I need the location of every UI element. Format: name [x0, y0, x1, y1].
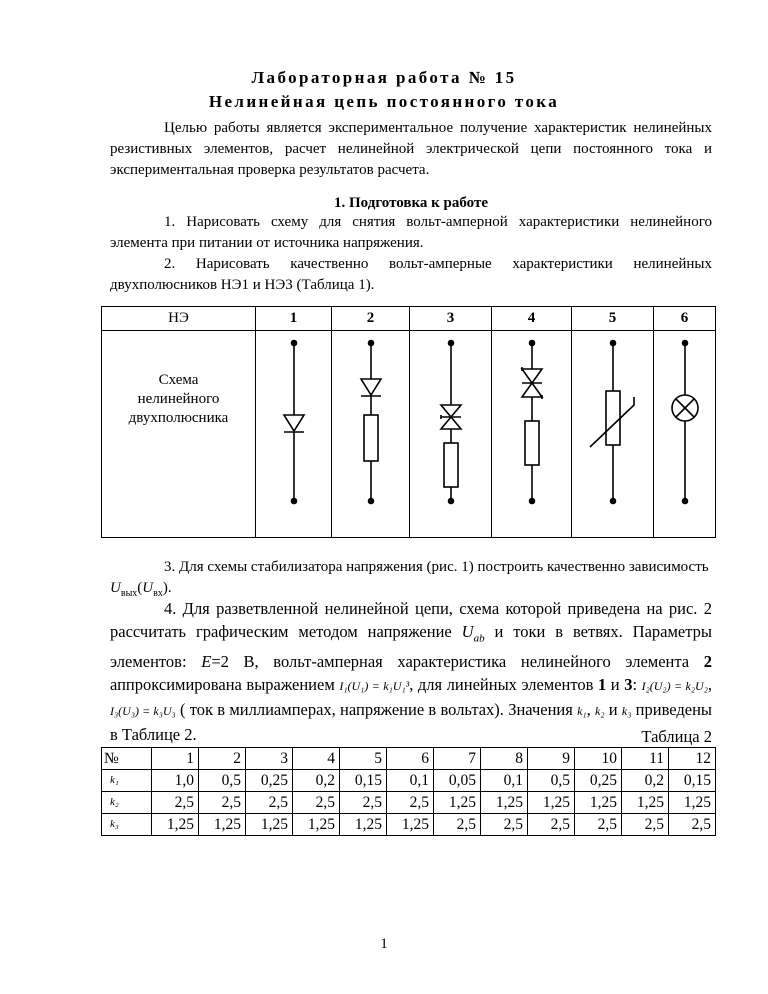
k-cell: 1,25: [387, 814, 434, 836]
k-cell: 1,25: [152, 814, 199, 836]
k-cell: 0,15: [669, 770, 716, 792]
item-2: 2. Нарисовать качественно вольт-амперные характеристики нелинейных двухполюсников НЭ1 и НЭ3 (Таблица 1).: [110, 256, 712, 293]
table-row: [102, 792, 716, 814]
ne-cell-3: [410, 331, 492, 538]
k-header-variant: 12: [669, 748, 716, 770]
k-cell: 2,5: [152, 792, 199, 814]
k1-symbol: k₁: [577, 704, 587, 719]
k-cell: 2,5: [622, 814, 669, 836]
ne-row-label-line: двухполюсника: [128, 410, 229, 426]
item-4-text: :: [632, 675, 642, 695]
uab-symbol: U: [461, 622, 474, 641]
element-3-ref: 3: [624, 675, 633, 695]
ne-row-label-line: нелинейного: [137, 391, 220, 407]
paren: (: [137, 580, 143, 596]
u-in-symbol: U: [142, 580, 154, 596]
item-4-text: ,: [707, 675, 712, 695]
ne-col-2: 2: [332, 307, 410, 331]
item-4-text: и: [604, 700, 622, 720]
k-cell: 1,25: [481, 792, 528, 814]
title-line-2: Нелинейная цепь постоянного тока: [208, 92, 560, 111]
k-header-variant: 2: [199, 748, 246, 770]
table-row: [102, 770, 716, 792]
k-table-body: [102, 748, 716, 836]
element-2-ref: 2: [703, 652, 712, 672]
ne-table-header: [102, 307, 716, 331]
k-cell: 0,1: [481, 770, 528, 792]
item-1: 1. Нарисовать схему для снятия вольт-амперной характеристики нелинейного элемента при питании от источника напряжения.: [110, 214, 712, 251]
ne-col-1: 1: [256, 307, 332, 331]
k3-symbol: k₃: [621, 704, 632, 719]
zener-resistor-icon: [421, 331, 481, 537]
k-header-variant: 8: [481, 748, 528, 770]
k-cell: 1,0: [152, 770, 199, 792]
k-cell: 2,5: [340, 792, 387, 814]
k-cell: 1,25: [669, 792, 716, 814]
ne-header-label: НЭ: [102, 307, 256, 331]
k-cell: 2,5: [246, 792, 293, 814]
k-cell: 2,5: [199, 792, 246, 814]
item-4-text: =2 В, вольт-амперная характеристика нелинейного элемента: [211, 652, 704, 672]
item-4-text: 4. Для разветвленной нелинейной цепи, схема которой приведена на рис. 2 рассчитать графическим методом напряжение: [110, 599, 712, 641]
intro-paragraph: Целью работы является экспериментальное получение характеристик нелинейных резистивных элементов, расчет нелинейной электрической цепи постоянного тока и экспериментальная проверка результатов расчета.: [110, 120, 712, 178]
k-row-label: k₂: [102, 792, 152, 814]
item-4-text: , для линейных элементов: [409, 675, 598, 695]
lamp-icon: [658, 331, 712, 537]
ne-col-6: 6: [654, 307, 716, 331]
k-cell: 2,5: [528, 814, 575, 836]
k-header-variant: 1: [152, 748, 199, 770]
page-number: 1: [380, 936, 388, 952]
ne-row-label-line: Схема: [158, 372, 199, 388]
diode-resistor-icon: [341, 331, 401, 537]
k-header-number-sign: №: [102, 748, 152, 770]
k-cell: 2,5: [434, 814, 481, 836]
ne-row-label: [102, 331, 256, 538]
k-cell: 0,5: [199, 770, 246, 792]
ne-col-5: 5: [572, 307, 654, 331]
k-table: [101, 747, 716, 836]
bidirectional-zener-resistor-icon: [502, 331, 562, 537]
k-cell: 1,25: [434, 792, 481, 814]
u-out-symbol: U: [110, 580, 121, 596]
k-cell: 0,2: [293, 770, 340, 792]
k-cell: 0,15: [340, 770, 387, 792]
item-4-text: ( ток в миллиамперах, напряжение в вольтах). Значения: [175, 700, 578, 720]
paren: ).: [162, 580, 172, 596]
k-header-variant: 9: [528, 748, 575, 770]
k-cell: 1,25: [528, 792, 575, 814]
k-cell: 1,25: [340, 814, 387, 836]
k-cell: 2,5: [575, 814, 622, 836]
k-header-variant: 11: [622, 748, 669, 770]
ne-col-3: 3: [410, 307, 492, 331]
ne-col-4: 4: [492, 307, 572, 331]
k-cell: 1,25: [293, 814, 340, 836]
ne-cell-2: [332, 331, 410, 538]
section-heading: 1. Подготовка к работе: [334, 195, 488, 211]
ne-cell-1: [256, 331, 332, 538]
ne-table: [101, 306, 716, 538]
thermistor-icon: [578, 331, 648, 537]
diode-icon: [264, 331, 324, 537]
k-header-variant: 7: [434, 748, 481, 770]
item-4-text: аппроксимирована выражением: [110, 675, 340, 695]
item-4-text: приведены в Таблице 2.: [110, 700, 713, 745]
item-4-text: и токи в ветвях. Параметры элементов:: [110, 622, 712, 672]
k-cell: 1,25: [575, 792, 622, 814]
table-2-caption: Таблица 2: [641, 727, 712, 746]
ne-cell-4: [492, 331, 572, 538]
u-out-subscript: вых: [120, 588, 138, 599]
ne-table-row: [102, 331, 716, 538]
k-header-variant: 6: [387, 748, 434, 770]
formula-i1: I₁(U₁) = k₁U₁³: [339, 679, 410, 694]
e-symbol: E: [201, 652, 212, 672]
element-1-ref: 1: [597, 675, 607, 695]
ne-cell-5: [572, 331, 654, 538]
formula-i2: I₂(U₂) = k₂U₂: [641, 679, 708, 694]
k-cell: 2,5: [387, 792, 434, 814]
item-3-text: 3. Для схемы стабилизатора напряжения (рис. 1) построить качественно зависимость: [164, 559, 709, 575]
k-cell: 1,25: [199, 814, 246, 836]
k-cell: 2,5: [481, 814, 528, 836]
k-table-header: [102, 748, 716, 770]
k-cell: 0,1: [387, 770, 434, 792]
k-cell: 2,5: [669, 814, 716, 836]
k-header-variant: 4: [293, 748, 340, 770]
k-cell: 1,25: [622, 792, 669, 814]
k-cell: 1,25: [246, 814, 293, 836]
k-header-variant: 5: [340, 748, 387, 770]
k-header-variant: 10: [575, 748, 622, 770]
u-in-subscript: вх: [153, 588, 163, 599]
k2-symbol: k₂: [595, 704, 605, 719]
k-cell: 2,5: [293, 792, 340, 814]
item-4-text: и: [606, 675, 625, 695]
formula-i3: I₃(U₃) = k₃U₃: [110, 704, 176, 719]
k-cell: 0,2: [622, 770, 669, 792]
k-cell: 0,5: [528, 770, 575, 792]
k-cell: 0,05: [434, 770, 481, 792]
k-header-variant: 3: [246, 748, 293, 770]
item-4: 4. Для разветвленной нелинейной цепи, схема которой приведена на рис. 2 рассчитать графическим методом напряжение $U_{ab}$ и токи в ветвях. Параметры элементов: E=2 В, вольт-амперная характеристика нелинейного элемента 2 аппроксимирована выражением I₁(U₁) = k₁U₁³, для линейных элементов 1 и 3: I₂(U₂) = k₂U₂, I₃(U₃) = k₃U₃ ( ток в миллиамперах, напряжение в вольтах). Значения k₁, k₂ и k₃ приведены в Таблице 2.: [110, 599, 713, 745]
k-row-label: k₃: [102, 814, 152, 836]
table-row: [102, 814, 716, 836]
k-cell: 0,25: [246, 770, 293, 792]
k-row-label: k₁: [102, 770, 152, 792]
ne-cell-6: [654, 331, 716, 538]
k-cell: 0,25: [575, 770, 622, 792]
uab-subscript: ab: [473, 632, 485, 645]
title-line-1: Лабораторная работа № 15: [251, 68, 517, 87]
